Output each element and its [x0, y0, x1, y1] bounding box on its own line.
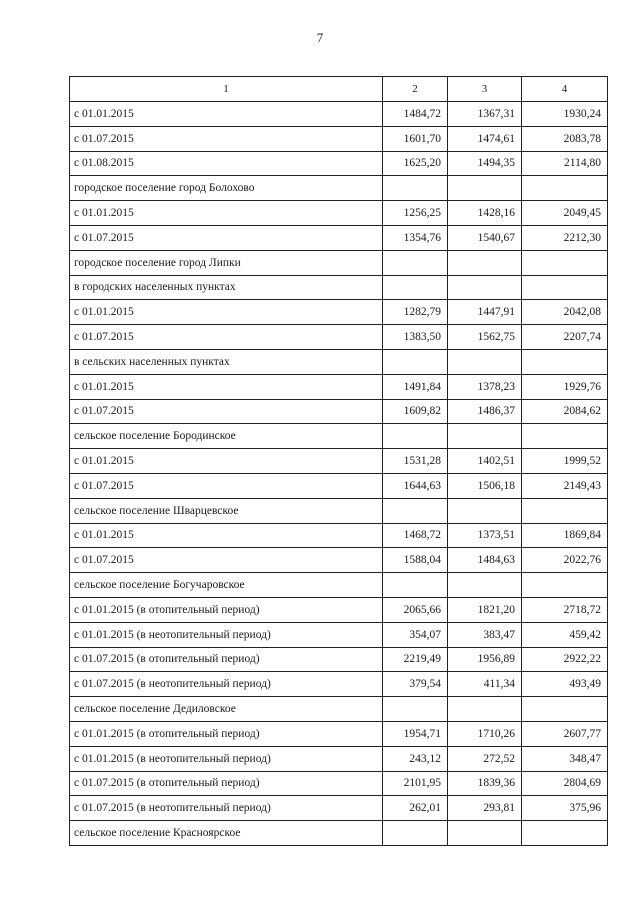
table-row [70, 721, 608, 746]
value-cell-col2: 1609,82 [383, 399, 448, 424]
header-cell-3: 3 [448, 77, 522, 102]
row-label-cell: с 01.07.2015 [70, 325, 383, 350]
value-cell-col3: 1562,75 [448, 325, 522, 350]
value-cell-col3: 293,81 [448, 796, 522, 821]
table-row [70, 498, 608, 523]
value-cell-col4: 2022,76 [522, 548, 608, 573]
value-cell-col4: 2804,69 [522, 771, 608, 796]
row-label-cell: с 01.07.2015 [70, 548, 383, 573]
value-cell-col4 [522, 573, 608, 598]
value-cell-col4: 2922,22 [522, 647, 608, 672]
value-cell-col4: 2042,08 [522, 300, 608, 325]
value-cell-col4: 2212,30 [522, 225, 608, 250]
row-label-cell: городское поселение город Болохово [70, 176, 383, 201]
value-cell-col4: 1929,76 [522, 374, 608, 399]
value-cell-col2: 1256,25 [383, 201, 448, 226]
table-row [70, 201, 608, 226]
value-cell-col2: 1531,28 [383, 449, 448, 474]
value-cell-col2: 1282,79 [383, 300, 448, 325]
value-cell-col2 [383, 573, 448, 598]
value-cell-col3 [448, 573, 522, 598]
value-cell-col3 [448, 176, 522, 201]
value-cell-col4 [522, 424, 608, 449]
value-cell-col3 [448, 250, 522, 275]
row-label-cell: с 01.07.2015 (в отопительный период) [70, 647, 383, 672]
table-row [70, 151, 608, 176]
value-cell-col4 [522, 498, 608, 523]
table-row [70, 622, 608, 647]
value-cell-col3: 1494,35 [448, 151, 522, 176]
value-cell-col3 [448, 697, 522, 722]
table-row [70, 126, 608, 151]
value-cell-col4: 2049,45 [522, 201, 608, 226]
table-row [70, 672, 608, 697]
value-cell-col4: 1869,84 [522, 523, 608, 548]
table-row [70, 771, 608, 796]
table-row [70, 102, 608, 127]
table-row [70, 697, 608, 722]
value-cell-col2 [383, 424, 448, 449]
value-cell-col2: 1644,63 [383, 473, 448, 498]
row-label-cell: с 01.07.2015 (в отопительный период) [70, 771, 383, 796]
row-label-cell: сельское поселение Шварцевское [70, 498, 383, 523]
value-cell-col2: 1588,04 [383, 548, 448, 573]
row-label-cell: с 01.01.2015 (в неотопительный период) [70, 622, 383, 647]
value-cell-col3: 1484,63 [448, 548, 522, 573]
table-row [70, 250, 608, 275]
value-cell-col2: 1484,72 [383, 102, 448, 127]
value-cell-col3 [448, 349, 522, 374]
value-cell-col4: 493,49 [522, 672, 608, 697]
header-cell-2: 2 [383, 77, 448, 102]
value-cell-col3 [448, 821, 522, 846]
row-label-cell: с 01.07.2015 (в неотопительный период) [70, 796, 383, 821]
value-cell-col4: 459,42 [522, 622, 608, 647]
value-cell-col3: 1839,36 [448, 771, 522, 796]
value-cell-col3: 1486,37 [448, 399, 522, 424]
table-row [70, 300, 608, 325]
row-label-cell: с 01.07.2015 [70, 473, 383, 498]
row-label-cell: с 01.01.2015 [70, 374, 383, 399]
value-cell-col2: 354,07 [383, 622, 448, 647]
value-cell-col2 [383, 250, 448, 275]
table-row [70, 399, 608, 424]
table-row [70, 374, 608, 399]
table-row [70, 573, 608, 598]
table-row [70, 473, 608, 498]
value-cell-col3: 383,47 [448, 622, 522, 647]
value-cell-col4 [522, 250, 608, 275]
value-cell-col3: 1821,20 [448, 597, 522, 622]
row-label-cell: сельское поселение Богучаровское [70, 573, 383, 598]
value-cell-col3 [448, 275, 522, 300]
value-cell-col2 [383, 498, 448, 523]
value-cell-col3: 1710,26 [448, 721, 522, 746]
value-cell-col4: 2149,43 [522, 473, 608, 498]
value-cell-col2 [383, 821, 448, 846]
table-row [70, 821, 608, 846]
row-label-cell: с 01.07.2015 [70, 225, 383, 250]
value-cell-col3: 1378,23 [448, 374, 522, 399]
table-row [70, 746, 608, 771]
value-cell-col3: 1447,91 [448, 300, 522, 325]
table-row [70, 597, 608, 622]
table-row [70, 523, 608, 548]
value-cell-col3: 411,34 [448, 672, 522, 697]
row-label-cell: городское поселение город Липки [70, 250, 383, 275]
row-label-cell: с 01.07.2015 [70, 399, 383, 424]
value-cell-col3: 1428,16 [448, 201, 522, 226]
value-cell-col4 [522, 275, 608, 300]
table-row [70, 325, 608, 350]
value-cell-col2: 1468,72 [383, 523, 448, 548]
value-cell-col4 [522, 821, 608, 846]
value-cell-col4 [522, 349, 608, 374]
row-label-cell: с 01.01.2015 (в неотопительный период) [70, 746, 383, 771]
row-label-cell: в городских населенных пунктах [70, 275, 383, 300]
value-cell-col2 [383, 275, 448, 300]
row-label-cell: с 01.01.2015 [70, 102, 383, 127]
value-cell-col4: 2718,72 [522, 597, 608, 622]
value-cell-col2 [383, 697, 448, 722]
tariff-table [69, 76, 608, 846]
table-row [70, 424, 608, 449]
value-cell-col2: 1383,50 [383, 325, 448, 350]
table-row [70, 449, 608, 474]
row-label-cell: с 01.01.2015 [70, 300, 383, 325]
value-cell-col4: 1930,24 [522, 102, 608, 127]
header-cell-1: 1 [70, 77, 383, 102]
value-cell-col3: 1956,89 [448, 647, 522, 672]
value-cell-col3: 272,52 [448, 746, 522, 771]
value-cell-col3: 1474,61 [448, 126, 522, 151]
value-cell-col4: 2084,62 [522, 399, 608, 424]
row-label-cell: с 01.01.2015 [70, 201, 383, 226]
value-cell-col2: 1954,71 [383, 721, 448, 746]
value-cell-col2: 262,01 [383, 796, 448, 821]
value-cell-col2: 2101,95 [383, 771, 448, 796]
value-cell-col2: 1354,76 [383, 225, 448, 250]
value-cell-col4: 1999,52 [522, 449, 608, 474]
table-row [70, 349, 608, 374]
value-cell-col3: 1540,67 [448, 225, 522, 250]
value-cell-col4: 348,47 [522, 746, 608, 771]
value-cell-col2: 2065,66 [383, 597, 448, 622]
value-cell-col4 [522, 697, 608, 722]
value-cell-col2: 1601,70 [383, 126, 448, 151]
page-number: 7 [316, 30, 324, 45]
value-cell-col2: 243,12 [383, 746, 448, 771]
table-row [70, 176, 608, 201]
row-label-cell: с 01.01.2015 [70, 449, 383, 474]
value-cell-col2: 379,54 [383, 672, 448, 697]
table-row [70, 548, 608, 573]
value-cell-col4: 375,96 [522, 796, 608, 821]
value-cell-col2 [383, 176, 448, 201]
value-cell-col2: 2219,49 [383, 647, 448, 672]
table-row [70, 275, 608, 300]
value-cell-col4: 2607,77 [522, 721, 608, 746]
table-row [70, 796, 608, 821]
row-label-cell: с 01.01.2015 (в отопительный период) [70, 721, 383, 746]
value-cell-col4: 2083,78 [522, 126, 608, 151]
table-row [70, 647, 608, 672]
value-cell-col3: 1367,31 [448, 102, 522, 127]
value-cell-col4: 2207,74 [522, 325, 608, 350]
row-label-cell: с 01.01.2015 [70, 523, 383, 548]
row-label-cell: с 01.08.2015 [70, 151, 383, 176]
value-cell-col2: 1491,84 [383, 374, 448, 399]
value-cell-col3 [448, 424, 522, 449]
row-label-cell: с 01.01.2015 (в отопительный период) [70, 597, 383, 622]
header-cell-4: 4 [522, 77, 608, 102]
value-cell-col2 [383, 349, 448, 374]
row-label-cell: сельское поселение Красноярское [70, 821, 383, 846]
value-cell-col3: 1373,51 [448, 523, 522, 548]
value-cell-col4: 2114,80 [522, 151, 608, 176]
value-cell-col3: 1506,18 [448, 473, 522, 498]
table-body [70, 77, 608, 846]
row-label-cell: с 01.07.2015 [70, 126, 383, 151]
row-label-cell: в сельских населенных пунктах [70, 349, 383, 374]
table-row [70, 225, 608, 250]
row-label-cell: сельское поселение Дедиловское [70, 697, 383, 722]
row-label-cell: сельское поселение Бородинское [70, 424, 383, 449]
value-cell-col2: 1625,20 [383, 151, 448, 176]
table-header-row [70, 77, 608, 102]
value-cell-col4 [522, 176, 608, 201]
row-label-cell: с 01.07.2015 (в неотопительный период) [70, 672, 383, 697]
value-cell-col3: 1402,51 [448, 449, 522, 474]
value-cell-col3 [448, 498, 522, 523]
